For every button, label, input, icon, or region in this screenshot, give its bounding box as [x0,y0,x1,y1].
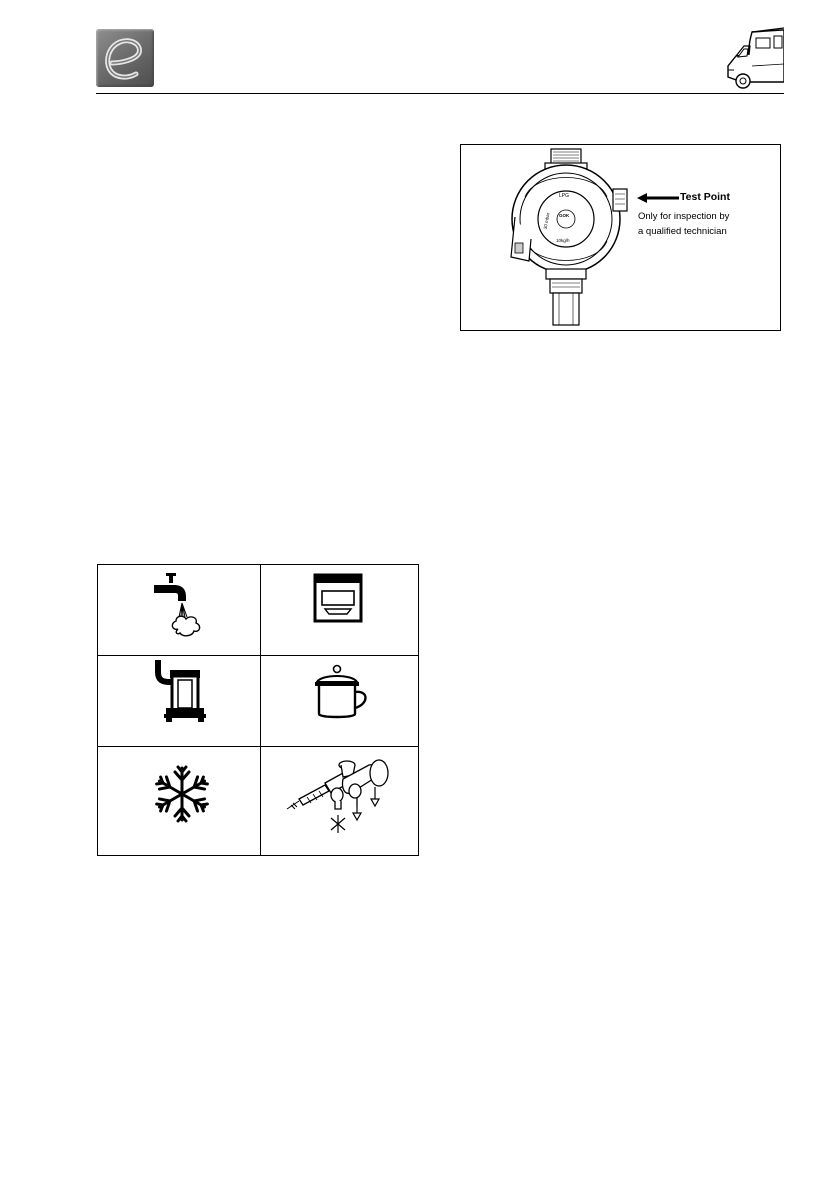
gas-regulator-icon [501,147,641,329]
water-tap-steam-icon [150,571,212,639]
regulator-label-brand: GOK [559,213,570,218]
room-heater-icon [152,658,208,724]
appliance-symbol-table [97,564,419,856]
motorhome-icon [722,22,784,90]
table-cell [98,565,260,655]
oven-icon [313,573,365,623]
test-point-note [638,209,733,239]
cooking-pot-icon [313,662,373,720]
regulator-label-pressure: 30 mbar [542,212,551,230]
test-point-note-line1: Only for inspection by [638,211,730,222]
table-cell [98,656,260,746]
header-rule [96,93,784,94]
gas-valve-manifold-icon [285,753,395,843]
regulator-label-lpg: LPG [559,193,570,199]
table-cell [261,656,418,746]
snowflake-icon [152,765,212,823]
regulator-figure [460,144,781,331]
table-cell [98,747,260,855]
table-cell [261,565,418,655]
table-cell [261,747,418,855]
arrow-left-icon [637,193,679,203]
e-logo-icon [96,29,154,87]
regulator-label-flow: 10kg/h [556,238,570,243]
test-point-label: Test Point [680,191,730,203]
test-point-note-line2: a qualified technician [638,226,727,237]
